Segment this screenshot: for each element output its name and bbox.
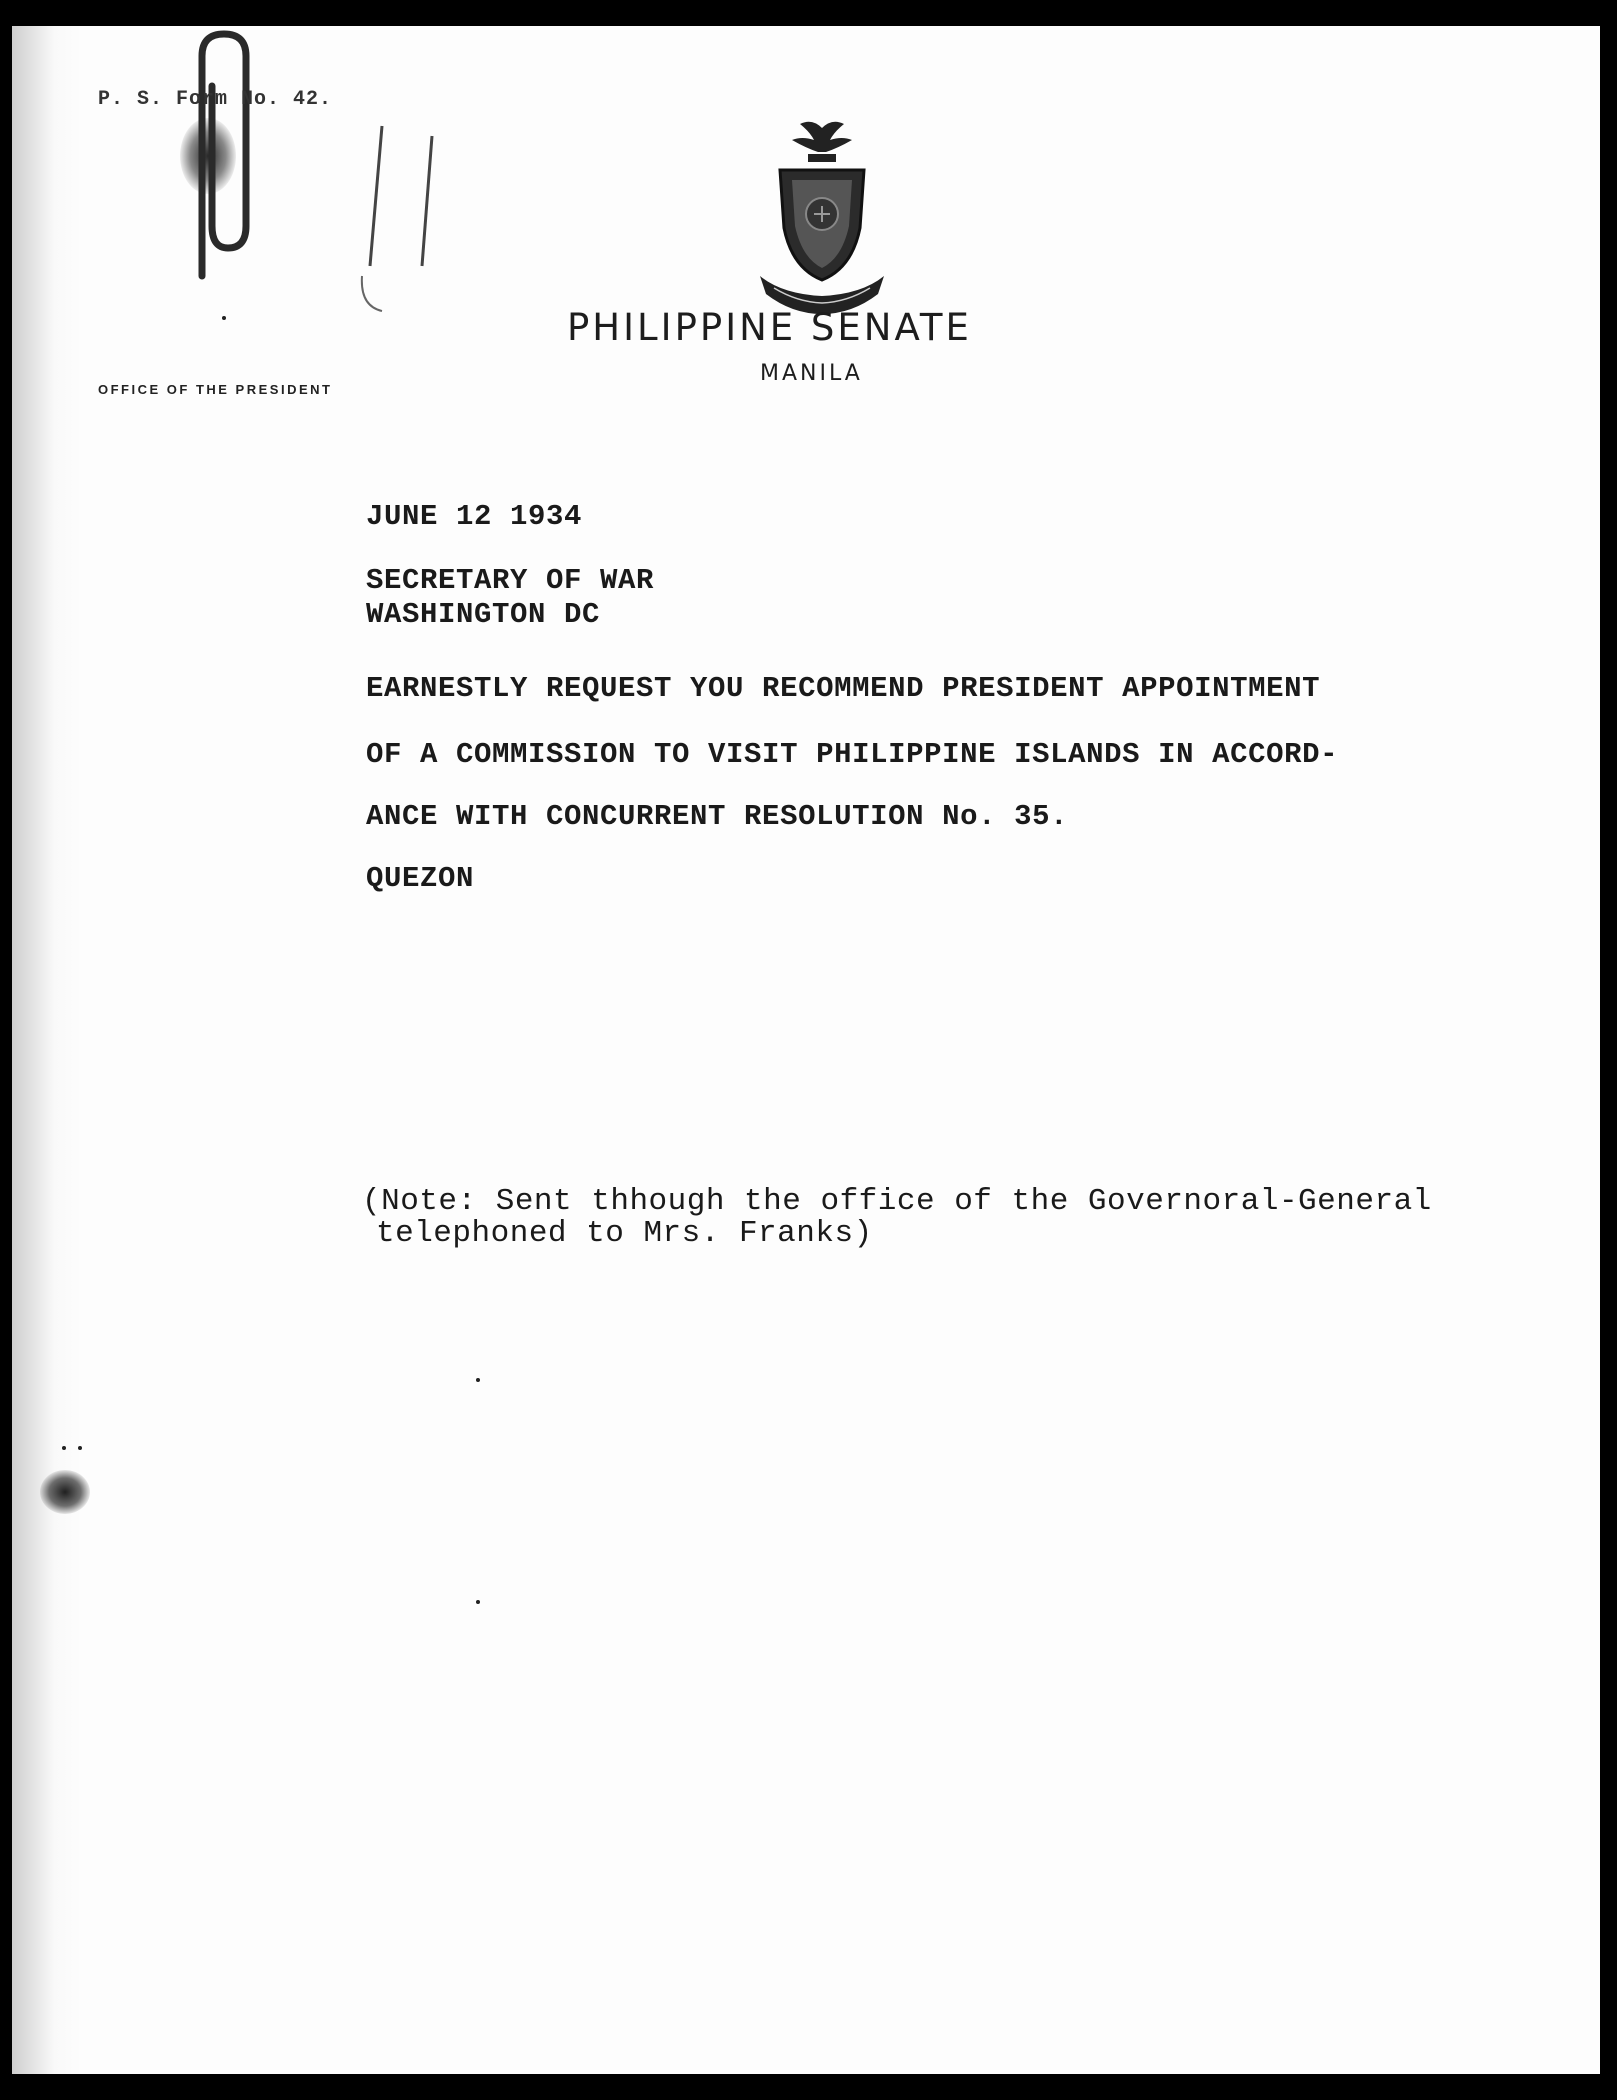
note-line-2: telephoned to Mrs. Franks) (376, 1216, 873, 1251)
document-page (12, 26, 1600, 2074)
speck (476, 1378, 480, 1382)
signature: QUEZON (366, 862, 475, 895)
addressee-line-2: WASHINGTON DC (366, 598, 601, 631)
speck (222, 316, 226, 320)
speck (476, 1600, 480, 1604)
body-line-2: OF A COMMISSION TO VISIT PHILIPPINE ISLANDS IN ACCORD- (366, 738, 1339, 771)
paperclip-icon (182, 26, 272, 286)
body-line-1: EARNESTLY REQUEST YOU RECOMMEND PRESIDENT APPOINTMENT (366, 672, 1321, 705)
letterhead-city: MANILA (760, 361, 863, 386)
letterhead-title: PHILIPPINE SENATE (567, 306, 972, 349)
body-line-3: ANCE WITH CONCURRENT RESOLUTION No. 35. (366, 800, 1069, 833)
scan-edge-shadow (12, 26, 82, 2074)
speck (62, 1446, 66, 1450)
paperclip-shadow-icon (352, 66, 452, 326)
ink-blot-bottom (40, 1470, 90, 1514)
form-number: P. S. Form No. 42. (98, 88, 333, 111)
addressee-line-1: SECRETARY OF WAR (366, 564, 655, 597)
senate-seal-icon (752, 118, 892, 318)
speck (78, 1446, 82, 1450)
office-label: OFFICE OF THE PRESIDENT (98, 382, 333, 397)
note-line-1: (Note: Sent thhough the office of the Governoral-General (362, 1184, 1432, 1219)
telegram-date: JUNE 12 1934 (366, 500, 583, 533)
